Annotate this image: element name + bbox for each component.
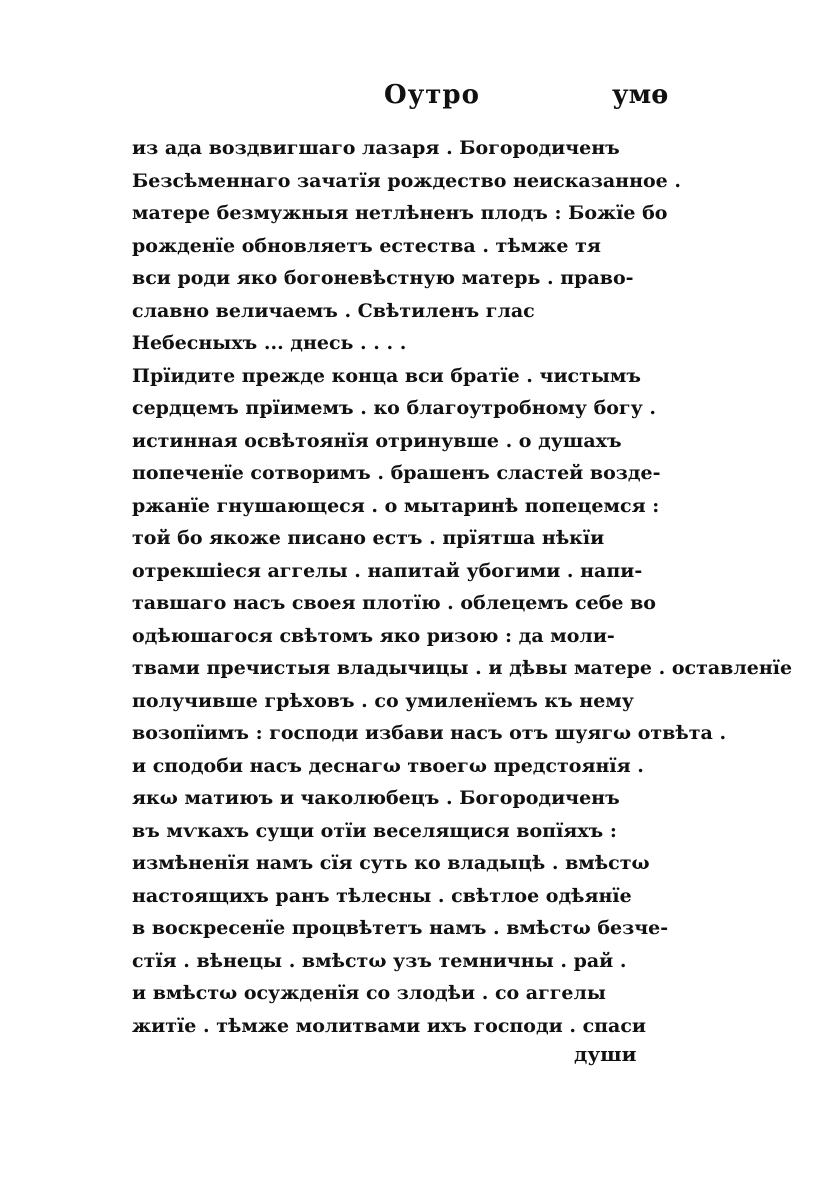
text-line: и сподоби насъ деснагω твоегω предстоянїя .	[132, 754, 644, 777]
text-line: истинная освѣтоянїя отринувше . о душахъ	[132, 429, 622, 452]
text-line: ржанїе гнушающеся . о мытаринѣ попецемся :	[132, 494, 660, 517]
text-line: матере безмужныя нетлѣненъ плодъ : Божїе бо	[132, 202, 668, 224]
text-line: славно величаемъ . Свѣтиленъ глас	[132, 299, 535, 322]
text-line: отрекшіеся аггелы . напитай убогими . напи-	[132, 559, 643, 582]
text-line: Небесныхъ ... днесь . . . .	[132, 332, 407, 354]
folio-number: умѳ	[612, 80, 669, 110]
text-line: попеченїе сотворимъ . брашенъ сластей возде-	[132, 462, 661, 484]
text-line: одѣюшагося свѣтомъ яко ризою : да моли-	[132, 624, 615, 647]
text-line: настоящихъ ранъ тѣлесны . свѣтлое одѣянїе	[132, 884, 632, 907]
text-line: получивше грѣховъ . со умиленїемъ къ нему	[132, 689, 634, 712]
page-header	[0, 80, 840, 120]
text-line: рожденїе обновляетъ естества . тѣмже тя	[132, 234, 601, 257]
text-line: измѣненїя намъ сїя суть ко владыцѣ . вмѣстω	[132, 852, 650, 874]
text-line: стїя . вѣнецы . вмѣстω узъ темничны . рай .	[132, 949, 627, 972]
text-line: тавшаго насъ своея плотїю . облецемъ себе во	[132, 592, 656, 614]
text-line: возопїимъ : господи избави насъ отъ шуягω отвѣта .	[132, 722, 727, 744]
text-line: въ мѵкахъ сущи отїи веселящися вопїяхъ :	[132, 819, 617, 842]
text-line: сердцемъ прїимемъ . ко благоутробному богу .	[132, 397, 656, 419]
text-line: якω матиюъ и чаколюбецъ . Богородиченъ	[132, 787, 620, 809]
text-line: Безсѣменнаго зачатїя рождество неисказанное .	[132, 169, 681, 192]
text-line: и вмѣстω осужденїя со злодѣи . со аггелы	[132, 982, 606, 1004]
running-head: Оутро	[384, 80, 480, 110]
text-line: вси роди яко богоневѣстную матерь . право-	[132, 267, 634, 289]
catchword: души	[574, 1042, 637, 1066]
body-text	[132, 132, 793, 1042]
text-line: житїе . тѣмже молитвами ихъ господи . спаси	[132, 1014, 647, 1037]
text-line: в воскресенїе процвѣтетъ намъ . вмѣстω безче-	[132, 917, 669, 939]
text-line: твами пречистыя владычицы . и дѣвы матере . оставленїе	[132, 657, 793, 679]
text-line: той бо якоже писано естъ . прїятша нѣкїи	[132, 527, 605, 549]
text-line: Прїидите прежде конца вси братїе . чистымъ	[132, 364, 642, 387]
text-line: из ада воздвигшаго лазаря . Богородиченъ	[132, 137, 620, 159]
